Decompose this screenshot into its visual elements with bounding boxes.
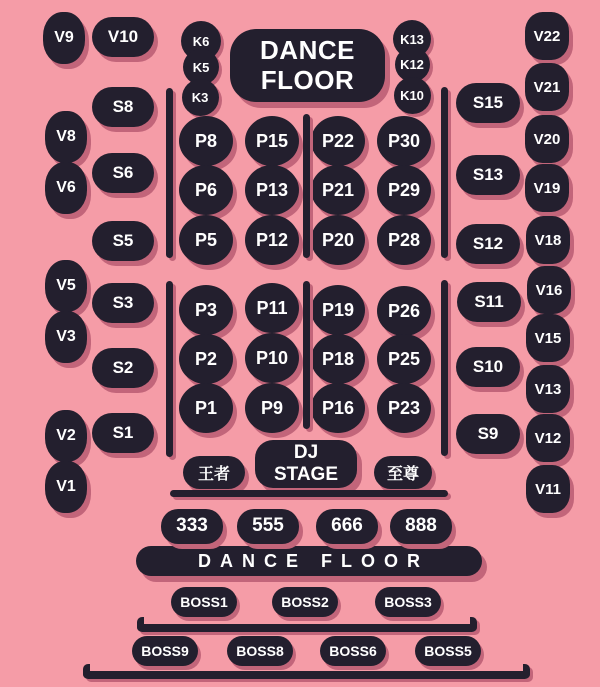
seat-k12[interactable]: K12 — [395, 47, 430, 82]
seat-boss6[interactable]: BOSS6 — [320, 636, 386, 666]
dance-floor-top-zone — [230, 29, 385, 102]
seat-p1[interactable]: P1 — [179, 383, 233, 433]
seat-p28[interactable]: P28 — [377, 215, 431, 265]
dance-floor-bottom-label: DANCE FLOOR — [198, 550, 429, 571]
seat-p5[interactable]: P5 — [179, 215, 233, 265]
seat-k5[interactable]: K5 — [183, 49, 219, 85]
seat-boss2[interactable]: BOSS2 — [272, 587, 338, 617]
seat-v18[interactable]: V18 — [526, 216, 570, 264]
seat-v21[interactable]: V21 — [525, 63, 569, 111]
seat-p6[interactable]: P6 — [179, 165, 233, 215]
seat-p16[interactable]: P16 — [311, 383, 365, 433]
seat-k13[interactable]: K13 — [393, 20, 431, 58]
seat-p22[interactable]: P22 — [311, 116, 365, 166]
seat-p18[interactable]: P18 — [311, 334, 365, 384]
divider-left-lower-line — [166, 281, 173, 457]
seat-v9[interactable]: V9 — [43, 12, 85, 64]
rail-boss-row-2-line — [83, 664, 530, 679]
seat-boss8[interactable]: BOSS8 — [227, 636, 293, 666]
dance-floor-top-label-line1: DANCE — [260, 35, 355, 66]
seat-v2[interactable]: V2 — [45, 410, 87, 462]
seat-k10[interactable]: K10 — [394, 77, 431, 114]
seat-s10[interactable]: S10 — [456, 347, 520, 387]
seat-v3[interactable]: V3 — [45, 311, 87, 363]
dance-floor-top-label-line2: FLOOR — [260, 64, 355, 95]
seat-v5[interactable]: V5 — [45, 260, 87, 312]
divider-left-upper-line — [166, 88, 173, 258]
seat-s2[interactable]: S2 — [92, 348, 154, 388]
seat-s5[interactable]: S5 — [92, 221, 154, 261]
seat-s3[interactable]: S3 — [92, 283, 154, 323]
rail-boss-row-1-line — [137, 617, 477, 632]
seat-p13[interactable]: P13 — [245, 165, 299, 215]
seat-555[interactable]: 555 — [237, 509, 299, 544]
seat-p25[interactable]: P25 — [377, 334, 431, 384]
divider-mid-upper-line — [303, 114, 310, 258]
seat-p26[interactable]: P26 — [377, 286, 431, 336]
seat-v10[interactable]: V10 — [92, 17, 154, 57]
dance-floor-bottom-zone — [136, 546, 482, 576]
seat-boss9[interactable]: BOSS9 — [132, 636, 198, 666]
seat-p11[interactable]: P11 — [245, 283, 299, 333]
dj-stage-label-line2: STAGE — [273, 464, 339, 485]
dj-stage-label-line1: DJ — [293, 442, 319, 464]
seat-s15[interactable]: S15 — [456, 83, 520, 123]
seat-v1[interactable]: V1 — [45, 461, 87, 513]
divider-right-upper-line — [441, 87, 448, 258]
seat-v12[interactable]: V12 — [526, 414, 570, 462]
seat-v16[interactable]: V16 — [527, 266, 571, 314]
divider-right-lower-line — [441, 280, 448, 456]
seat-p12[interactable]: P12 — [245, 215, 299, 265]
seat-p20[interactable]: P20 — [311, 215, 365, 265]
seat-p3[interactable]: P3 — [179, 285, 233, 335]
seat-s9[interactable]: S9 — [456, 414, 520, 454]
seat-v6[interactable]: V6 — [45, 162, 87, 214]
seat-v19[interactable]: V19 — [525, 164, 569, 212]
seat-666[interactable]: 666 — [316, 509, 378, 544]
seat-s11[interactable]: S11 — [457, 282, 521, 322]
seat-v20[interactable]: V20 — [525, 115, 569, 163]
seat-v11[interactable]: V11 — [526, 465, 570, 513]
seat-v22[interactable]: V22 — [525, 12, 569, 60]
seat-p2[interactable]: P2 — [179, 334, 233, 384]
seat-boss5[interactable]: BOSS5 — [415, 636, 481, 666]
seat-k6[interactable]: K6 — [181, 21, 221, 61]
seat-k3[interactable]: K3 — [182, 79, 219, 116]
seat-p15[interactable]: P15 — [245, 116, 299, 166]
seat-p23[interactable]: P23 — [377, 383, 431, 433]
seat-s12[interactable]: S12 — [456, 224, 520, 264]
seat-s13[interactable]: S13 — [456, 155, 520, 195]
seat-p10[interactable]: P10 — [245, 333, 299, 383]
seat-v8[interactable]: V8 — [45, 111, 87, 163]
seat-p29[interactable]: P29 — [377, 165, 431, 215]
seat-boss1[interactable]: BOSS1 — [171, 587, 237, 617]
seat-v13[interactable]: V13 — [526, 365, 570, 413]
divider-mid-lower-line — [303, 281, 310, 429]
seat-zhizun[interactable]: 至尊 — [374, 456, 432, 489]
rail-under-dj-line — [170, 490, 448, 497]
seat-p8[interactable]: P8 — [179, 116, 233, 166]
seat-p9[interactable]: P9 — [245, 383, 299, 433]
seat-p30[interactable]: P30 — [377, 116, 431, 166]
seat-s1[interactable]: S1 — [92, 413, 154, 453]
seat-s6[interactable]: S6 — [92, 153, 154, 193]
seat-v15[interactable]: V15 — [526, 314, 570, 362]
seat-s8[interactable]: S8 — [92, 87, 154, 127]
seat-p19[interactable]: P19 — [311, 285, 365, 335]
seat-wangzhe[interactable]: 王者 — [183, 456, 245, 489]
seat-p21[interactable]: P21 — [311, 165, 365, 215]
seat-333[interactable]: 333 — [161, 509, 223, 544]
seat-888[interactable]: 888 — [390, 509, 452, 544]
seat-boss3[interactable]: BOSS3 — [375, 587, 441, 617]
dj-stage-zone — [255, 440, 357, 488]
